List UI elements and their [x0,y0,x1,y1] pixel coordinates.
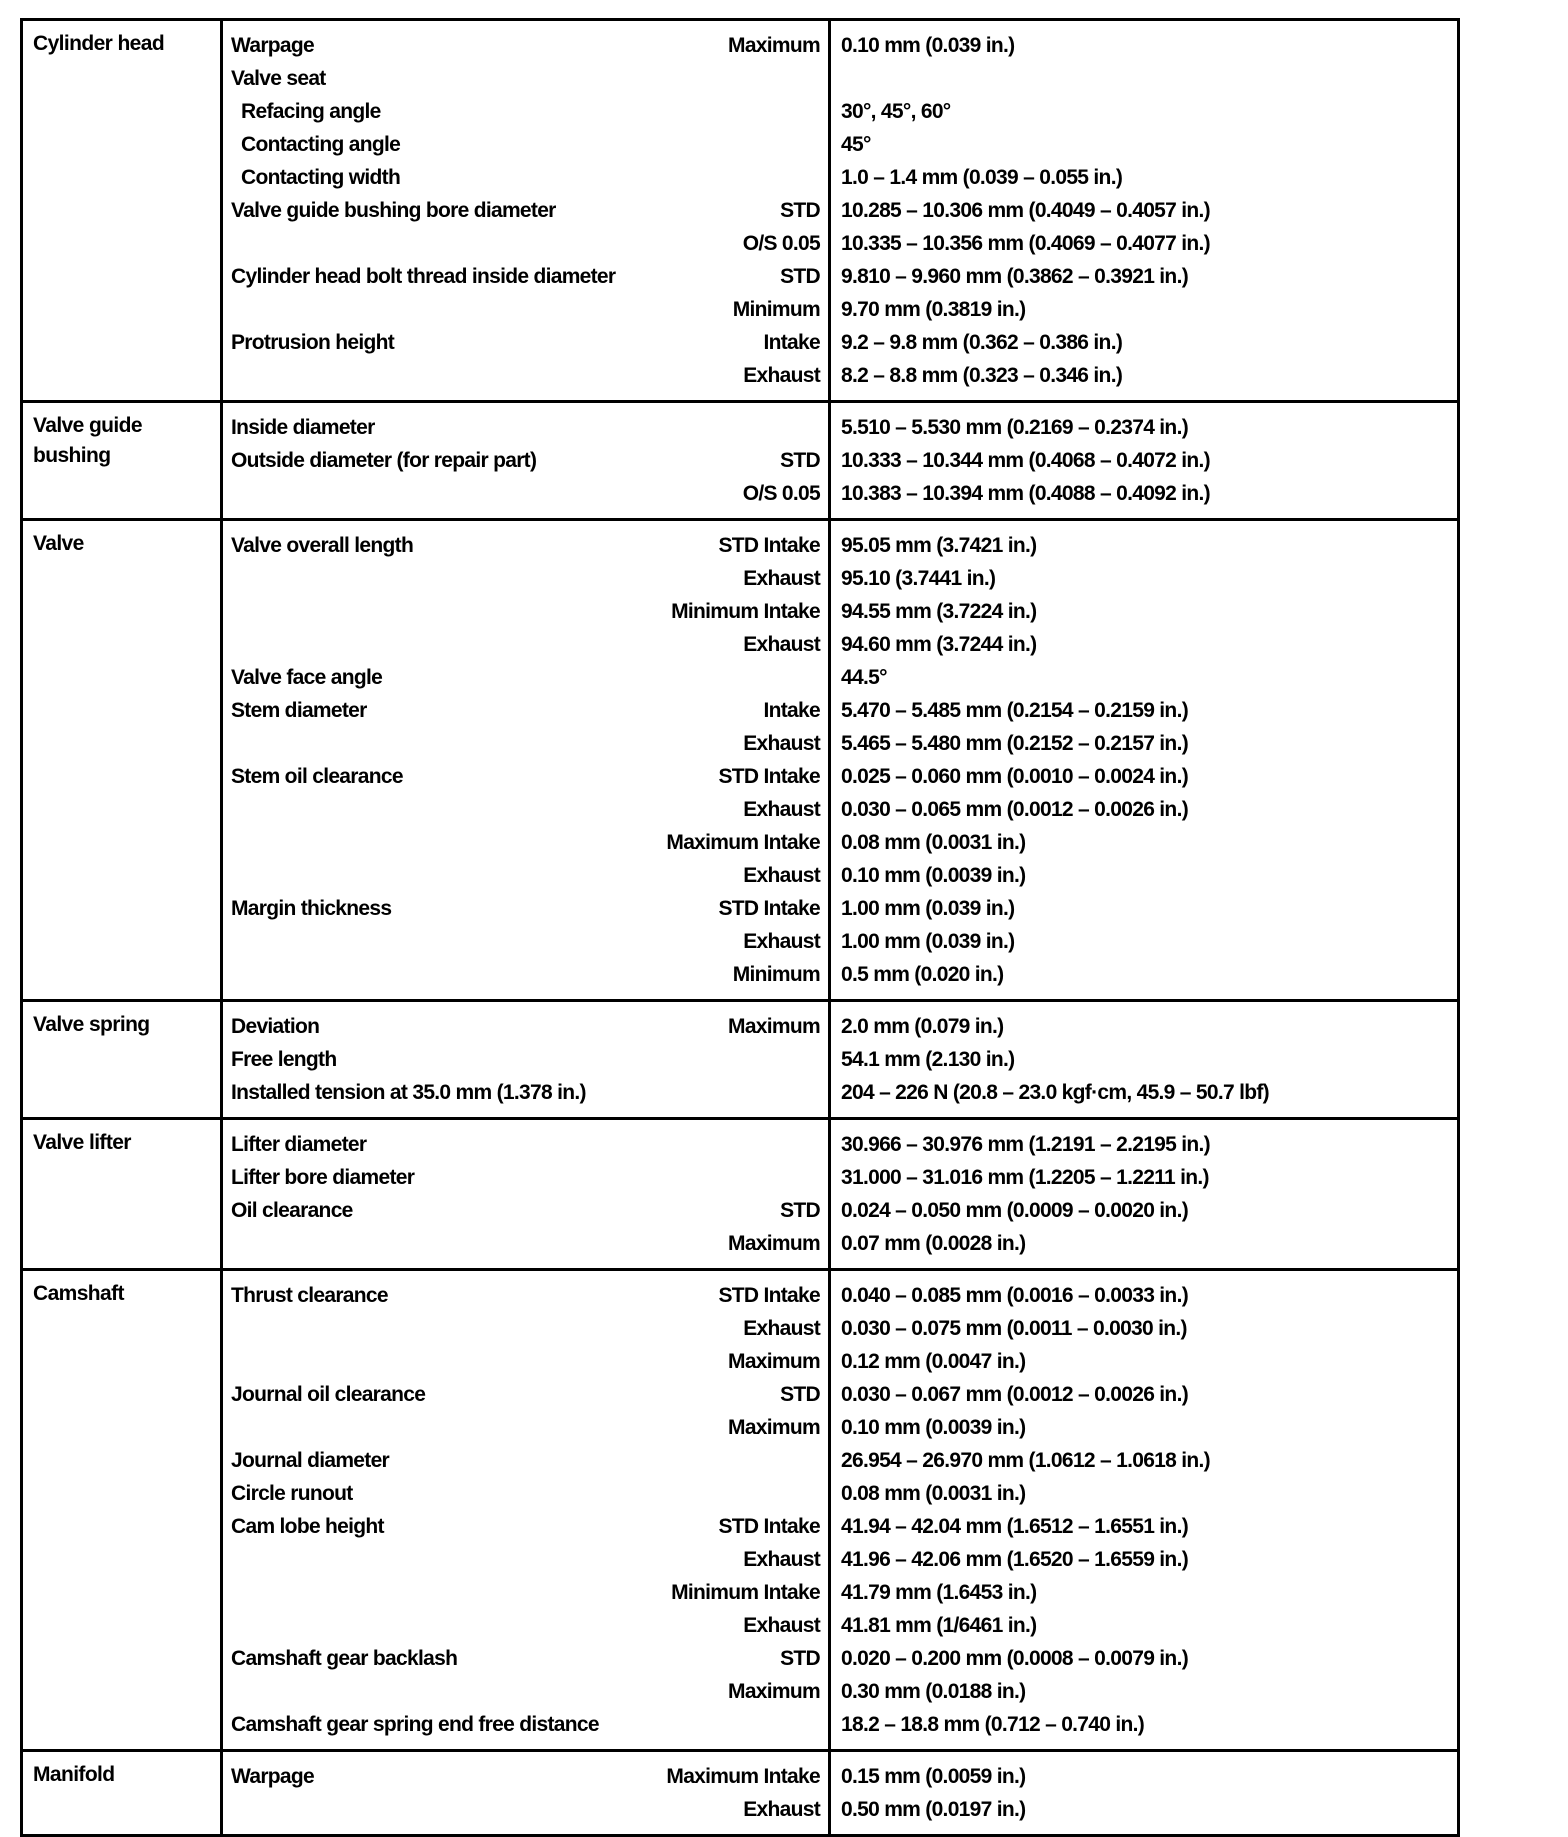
spec-row [231,1128,828,1161]
spec-row [231,529,828,562]
spec-row [231,1345,828,1378]
spec-value: 41.96 – 42.06 mm (1.6520 – 1.6559 in.) [841,1548,1188,1571]
spec-condition: Maximum [728,1350,820,1373]
spec-condition: Exhaust [743,1798,820,1821]
spec-condition: Exhaust [743,930,820,953]
spec-item: Lifter diameter [231,1133,367,1156]
spec-value: 0.020 – 0.200 mm (0.0008 – 0.0079 in.) [841,1647,1188,1670]
spec-row [231,62,828,95]
spec-item: Oil clearance [231,1199,353,1222]
spec-value: 41.81 mm (1/6461 in.) [841,1614,1037,1637]
section-valve [23,518,1457,999]
spec-condition: Minimum [732,963,820,986]
spec-column [223,403,831,518]
spec-item: Warpage [231,1765,315,1788]
spec-row [231,1010,828,1043]
spec-row [231,477,828,510]
spec-item: Valve guide bushing bore diameter [231,199,556,222]
section-manifold [23,1749,1457,1834]
spec-value: 5.510 – 5.530 mm (0.2169 – 0.2374 in.) [841,416,1188,439]
spec-item: Cam lobe height [231,1515,384,1538]
spec-value: 41.94 – 42.04 mm (1.6512 – 1.6551 in.) [841,1515,1188,1538]
spec-row [231,1279,828,1312]
spec-value: 0.10 mm (0.0039 in.) [841,1416,1026,1439]
spec-condition: Exhaust [743,1548,820,1571]
value-column [831,21,1457,400]
spec-value: 9.70 mm (0.3819 in.) [841,298,1026,321]
spec-row [231,1043,828,1076]
spec-value: 0.08 mm (0.0031 in.) [841,831,1026,854]
spec-condition: Exhaust [743,1317,820,1340]
spec-value: 0.50 mm (0.0197 in.) [841,1798,1026,1821]
spec-row [231,1675,828,1708]
spec-value: 0.07 mm (0.0028 in.) [841,1232,1026,1255]
spec-condition: Intake [763,699,820,722]
spec-value: 94.60 mm (3.7244 in.) [841,633,1037,656]
spec-row [231,227,828,260]
spec-row [231,1477,828,1510]
spec-row [231,1444,828,1477]
value-column [831,1752,1457,1834]
spec-row [231,1708,828,1741]
spec-row [231,128,828,161]
spec-value: 10.285 – 10.306 mm (0.4049 – 0.4057 in.) [841,199,1210,222]
spec-item: Valve overall length [231,534,414,557]
value-column [831,1271,1457,1749]
spec-value: 0.025 – 0.060 mm (0.0010 – 0.0024 in.) [841,765,1188,788]
spec-value: 44.5° [841,666,887,689]
spec-item: Journal diameter [231,1449,390,1472]
spec-value: 1.00 mm (0.039 in.) [841,930,1015,953]
spec-condition: Exhaust [743,864,820,887]
spec-item: Camshaft gear spring end free distance [231,1713,599,1736]
spec-value: 0.08 mm (0.0031 in.) [841,1482,1026,1505]
spec-value: 10.333 – 10.344 mm (0.4068 – 0.4072 in.) [841,449,1210,472]
spec-row [231,1609,828,1642]
spec-condition: Maximum [728,1680,820,1703]
spec-row [231,595,828,628]
spec-condition: STD [780,1199,820,1222]
spec-row [231,628,828,661]
spec-row [231,29,828,62]
spec-condition: STD Intake [718,1515,820,1538]
spec-condition: STD Intake [718,534,820,557]
spec-row [231,1312,828,1345]
spec-condition: STD [780,449,820,472]
spec-value: 54.1 mm (2.130 in.) [841,1048,1015,1071]
spec-value: 0.5 mm (0.020 in.) [841,963,1004,986]
spec-condition: Exhaust [743,798,820,821]
spec-value: 95.10 (3.7441 in.) [841,567,996,590]
component-label: Valve [23,521,223,999]
spec-row [231,95,828,128]
spec-item: Margin thickness [231,897,392,920]
spec-value: 9.2 – 9.8 mm (0.362 – 0.386 in.) [841,331,1123,354]
spec-row [231,1411,828,1444]
spec-value: 0.040 – 0.085 mm (0.0016 – 0.0033 in.) [841,1284,1188,1307]
spec-condition: Intake [763,331,820,354]
spec-condition: STD Intake [718,1284,820,1307]
spec-condition: Minimum Intake [671,600,820,623]
spec-item: Cylinder head bolt thread inside diameter [231,265,616,288]
spec-value: 45° [841,133,871,156]
value-column [831,1002,1457,1117]
spec-row [231,1227,828,1260]
value-column [831,403,1457,518]
spec-value: 10.383 – 10.394 mm (0.4088 – 0.4092 in.) [841,482,1210,505]
spec-item: Contacting angle [241,133,401,156]
spec-item: Contacting width [241,166,401,189]
spec-value: 0.30 mm (0.0188 in.) [841,1680,1026,1703]
spec-row [231,859,828,892]
spec-condition: STD [780,1383,820,1406]
spec-condition: Exhaust [743,364,820,387]
section-valve-guide-bushing [23,400,1457,518]
spec-value: 95.05 mm (3.7421 in.) [841,534,1037,557]
component-label: Valve guide bushing [23,403,223,518]
component-label: Cylinder head [23,21,223,400]
spec-condition: Exhaust [743,1614,820,1637]
spec-item: Protrusion height [231,331,395,354]
component-label: Valve spring [23,1002,223,1117]
spec-row [231,1510,828,1543]
spec-condition: Exhaust [743,633,820,656]
spec-item: Stem oil clearance [231,765,403,788]
spec-condition: STD [780,1647,820,1670]
spec-value: 31.000 – 31.016 mm (1.2205 – 1.2211 in.) [841,1166,1209,1189]
spec-row [231,326,828,359]
spec-condition: Maximum [728,1416,820,1439]
spec-row [231,1576,828,1609]
spec-condition: Exhaust [743,567,820,590]
spec-condition: STD Intake [718,765,820,788]
spec-item: Deviation [231,1015,320,1038]
spec-value: 0.030 – 0.075 mm (0.0011 – 0.0030 in.) [841,1317,1187,1340]
spec-item: Valve face angle [231,666,383,689]
value-column [831,1120,1457,1268]
spec-row [231,793,828,826]
component-label: Valve lifter [23,1120,223,1268]
spec-value: 0.10 mm (0.039 in.) [841,34,1015,57]
spec-value: 30.966 – 30.976 mm (1.2191 – 2.2195 in.) [841,1133,1210,1156]
spec-column [223,21,831,400]
spec-value: 0.10 mm (0.0039 in.) [841,864,1026,887]
component-label: Manifold [23,1752,223,1834]
spec-item: Installed tension at 35.0 mm (1.378 in.) [231,1081,586,1104]
spec-value: 10.335 – 10.356 mm (0.4069 – 0.4077 in.) [841,232,1210,255]
spec-value: 26.954 – 26.970 mm (1.0612 – 1.0618 in.) [841,1449,1210,1472]
spec-row [231,1760,828,1793]
spec-row [231,562,828,595]
spec-value: 5.470 – 5.485 mm (0.2154 – 0.2159 in.) [841,699,1188,722]
spec-row [231,892,828,925]
section-valve-spring [23,999,1457,1117]
spec-row [231,760,828,793]
spec-value: 0.12 mm (0.0047 in.) [841,1350,1026,1373]
spec-value: 0.15 mm (0.0059 in.) [841,1765,1026,1788]
spec-row [231,194,828,227]
spec-value: 30°, 45°, 60° [841,100,951,123]
spec-row [231,1543,828,1576]
spec-condition: Exhaust [743,732,820,755]
spec-row [231,293,828,326]
spec-condition: Maximum [728,1015,820,1038]
spec-column [223,1002,831,1117]
spec-row [231,444,828,477]
spec-condition: STD [780,265,820,288]
spec-condition: Maximum Intake [666,1765,820,1788]
spec-row [231,359,828,392]
spec-row [231,727,828,760]
spec-row [231,1161,828,1194]
spec-item: Camshaft gear backlash [231,1647,458,1670]
spec-condition: O/S 0.05 [742,232,820,255]
spec-value: 0.024 – 0.050 mm (0.0009 – 0.0020 in.) [841,1199,1188,1222]
spec-item: Warpage [231,34,315,57]
spec-value: 5.465 – 5.480 mm (0.2152 – 0.2157 in.) [841,732,1188,755]
spec-row [231,1378,828,1411]
spec-value: 1.00 mm (0.039 in.) [841,897,1015,920]
spec-row [231,925,828,958]
spec-row [231,958,828,991]
spec-condition: Minimum Intake [671,1581,820,1604]
spec-value [841,62,1457,95]
spec-value: 9.810 – 9.960 mm (0.3862 – 0.3921 in.) [841,265,1188,288]
spec-condition: O/S 0.05 [742,482,820,505]
spec-item: Lifter bore diameter [231,1166,415,1189]
spec-item: Journal oil clearance [231,1383,426,1406]
spec-item: Refacing angle [241,100,381,123]
spec-item: Inside diameter [231,416,375,439]
spec-row [231,1642,828,1675]
spec-value: 1.0 – 1.4 mm (0.039 – 0.055 in.) [841,166,1123,189]
spec-condition: STD Intake [718,897,820,920]
spec-item: Outside diameter (for repair part) [231,449,537,472]
spec-value: 0.030 – 0.065 mm (0.0012 – 0.0026 in.) [841,798,1188,821]
spec-value: 18.2 – 18.8 mm (0.712 – 0.740 in.) [841,1713,1145,1736]
spec-row [231,161,828,194]
value-column [831,521,1457,999]
component-label: Camshaft [23,1271,223,1749]
spec-row [231,694,828,727]
spec-item: Valve seat [231,67,326,90]
spec-item: Stem diameter [231,699,367,722]
spec-condition: Minimum [732,298,820,321]
spec-value: 204 – 226 N (20.8 – 23.0 kgf·cm, 45.9 – 50.7 lbf) [841,1081,1269,1104]
spec-column [223,1271,831,1749]
section-cylinder-head [23,21,1457,400]
spec-condition: Maximum [728,34,820,57]
spec-value: 8.2 – 8.8 mm (0.323 – 0.346 in.) [841,364,1123,387]
spec-item: Free length [231,1048,337,1071]
spec-item: Circle runout [231,1482,353,1505]
spec-value: 2.0 mm (0.079 in.) [841,1015,1004,1038]
spec-value: 94.55 mm (3.7224 in.) [841,600,1037,623]
spec-value: 0.030 – 0.067 mm (0.0012 – 0.0026 in.) [841,1383,1188,1406]
section-camshaft [23,1268,1457,1749]
spec-row [231,260,828,293]
spec-column [223,1752,831,1834]
spec-value: 41.79 mm (1.6453 in.) [841,1581,1037,1604]
spec-table [20,18,1460,1837]
spec-item: Thrust clearance [231,1284,388,1307]
spec-row [231,1194,828,1227]
spec-row [231,661,828,694]
spec-condition: Maximum Intake [666,831,820,854]
spec-row [231,826,828,859]
spec-row [231,411,828,444]
spec-column [223,1120,831,1268]
spec-condition: STD [780,199,820,222]
section-valve-lifter [23,1117,1457,1268]
spec-row [231,1076,828,1109]
spec-condition: Maximum [728,1232,820,1255]
spec-column [223,521,831,999]
